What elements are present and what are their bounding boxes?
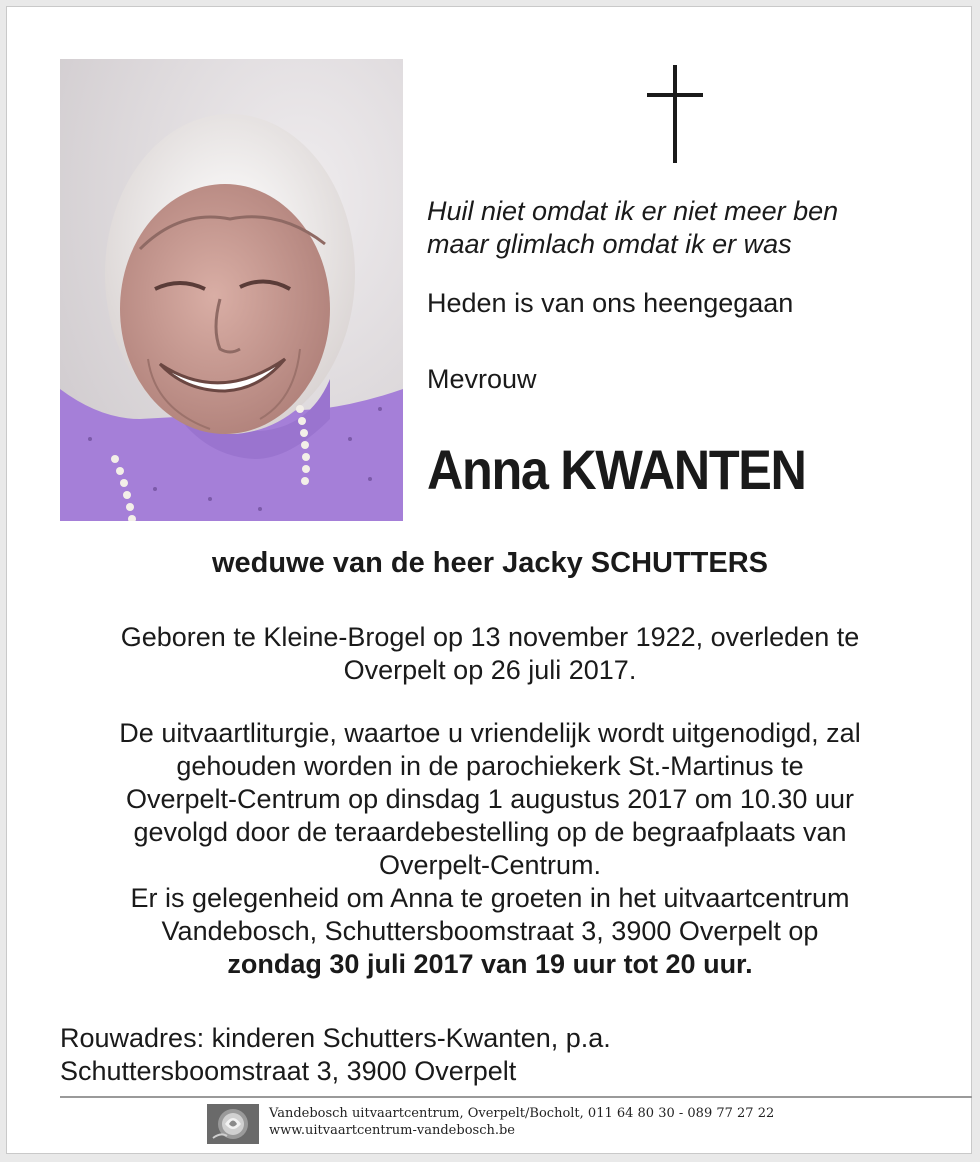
widow-line: weduwe van de heer Jacky SCHUTTERS: [211, 547, 769, 579]
funeral-line-2: gehouden worden in de parochiekerk St.-Martinus te: [176, 751, 804, 781]
quote-line-2: maar glimlach omdat ik er was: [427, 229, 792, 259]
address-line-1: Rouwadres: kinderen Schutters-Kwanten, p.a.: [60, 1023, 611, 1053]
epitaph-quote: [427, 195, 838, 261]
funeral-home-info: [269, 1105, 774, 1139]
visitation-time: zondag 30 juli 2017 van 19 uur tot 20 uur.: [227, 949, 753, 979]
obituary-card: [6, 6, 972, 1154]
address-line-2: Schuttersboomstraat 3, 3900 Overpelt: [60, 1056, 517, 1086]
intro-text: Heden is van ons heengegaan: [427, 288, 794, 318]
rose-logo-icon: [207, 1104, 259, 1144]
funeral-home-contact: Vandebosch uitvaartcentrum, Overpelt/Bocholt, 011 64 80 30 - 089 77 27 22: [269, 1106, 775, 1121]
funeral-line-1: De uitvaartliturgie, waartoe u vriendelijk wordt uitgenodigd, zal: [119, 718, 861, 748]
portrait-photo: [60, 59, 403, 521]
funeral-line-6: Er is gelegenheid om Anna te groeten in het uitvaartcentrum: [130, 883, 850, 913]
mourning-address: [60, 1022, 611, 1088]
honorific-title: Mevrouw: [427, 364, 537, 394]
born-line-1: Geboren te Kleine-Brogel op 13 november 1922, overleden te: [120, 622, 860, 652]
quote-line-1: Huil niet omdat ik er niet meer ben: [427, 196, 839, 226]
funeral-line-5: Overpelt-Centrum.: [378, 850, 602, 880]
funeral-line-4: gevolgd door de teraardebestelling op de begraafplaats van: [133, 817, 847, 847]
born-line-2: Overpelt op 26 juli 2017.: [343, 655, 637, 685]
cross-icon: [647, 65, 703, 163]
footer-divider: [60, 1096, 972, 1098]
funeral-line-7: Vandebosch, Schuttersboomstraat 3, 3900 Overpelt op: [161, 916, 819, 946]
funeral-details: [27, 717, 953, 981]
funeral-line-3: Overpelt-Centrum op dinsdag 1 augustus 2017 om 10.30 uur: [126, 784, 854, 814]
birth-death-details: [27, 621, 953, 687]
deceased-name: Anna KWANTEN: [427, 438, 806, 501]
funeral-home-website[interactable]: www.uitvaartcentrum-vandebosch.be: [269, 1123, 515, 1138]
